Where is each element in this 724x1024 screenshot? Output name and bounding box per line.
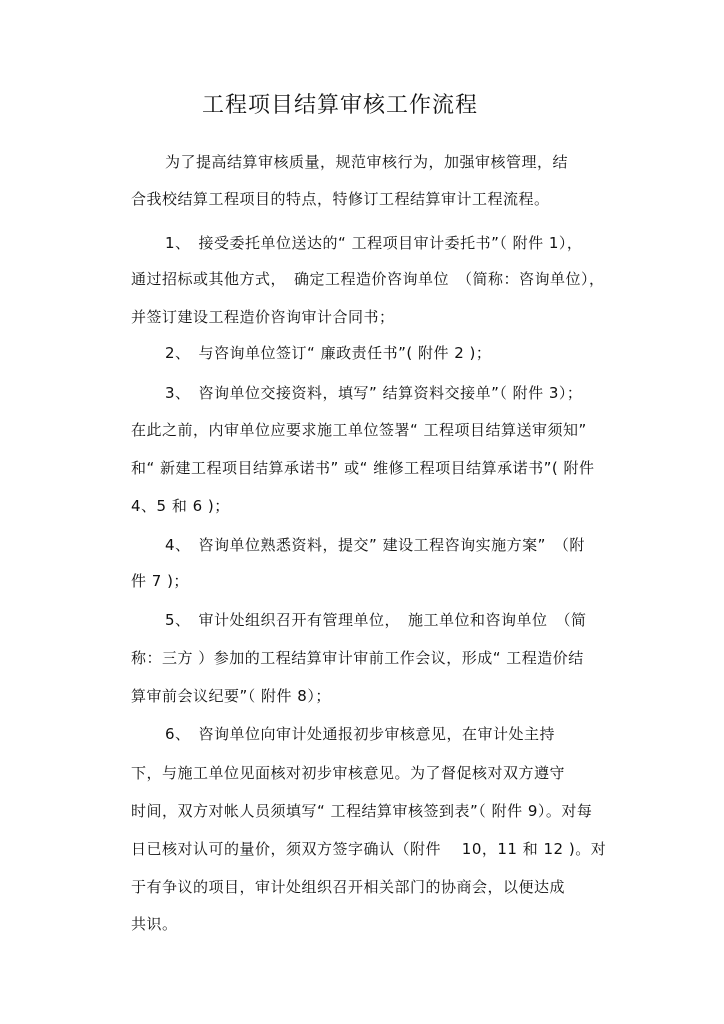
paragraph-line: 合我校结算工程项目的特点，特修订工程结算审计工程流程。: [131, 190, 550, 208]
page-title: 工程项目结算审核工作流程: [202, 93, 479, 118]
paragraph-line: 并签订建设工程造价咨询审计合同书；: [131, 308, 395, 326]
paragraph-line: 算审前会议纪要”（ 附件 8）；: [131, 687, 331, 705]
paragraph-line: 2、 与咨询单位签订“ 廉政责任书”( 附件 2 )；: [165, 344, 492, 362]
paragraph-line: 1、 接受委托单位送达的“ 工程项目审计委托书”（ 附件 1），: [165, 234, 583, 252]
paragraph-line: 件 7 )；: [131, 572, 189, 590]
paragraph-line: 日已核对认可的量价，须双方签字确认（附件 10，11 和 12 )。对: [131, 840, 607, 858]
paragraph-line: 于有争议的项目，审计处组织召开相关部门的协商会，以便达成: [131, 878, 566, 896]
paragraph-line: 共识。: [131, 915, 178, 933]
paragraph-line: 5、 审计处组织召开有管理单位， 施工单位和咨询单位 （简: [165, 611, 587, 629]
paragraph-line: 称：三方 ）参加的工程结算审计审前工作会议，形成“ 工程造价结: [131, 649, 584, 667]
paragraph-line: 6、 咨询单位向审计处通报初步审核意见，在审计处主持: [165, 725, 556, 743]
paragraph-line: 4、 咨询单位熟悉资料，提交” 建设工程咨询实施方案” （附: [165, 536, 585, 554]
paragraph-line: 3、 咨询单位交接资料，填写” 结算资料交接单”（ 附件 3）；: [165, 384, 583, 402]
paragraph-line: 在此之前，内审单位应要求施工单位签署“ 工程项目结算送审须知”: [131, 421, 587, 439]
paragraph-line: 为了提高结算审核质量，规范审核行为，加强审核管理，结: [165, 153, 569, 171]
paragraph-line: 时间，双方对帐人员须填写“ 工程结算审核签到表”（ 附件 9）。对每: [131, 802, 593, 820]
paragraph-line: 和“ 新建工程项目结算承诺书” 或“ 维修工程项目结算承诺书”( 附件: [131, 459, 595, 477]
paragraph-line: 通过招标或其他方式， 确定工程造价咨询单位 （简称：咨询单位），: [131, 270, 605, 288]
paragraph-line: 下，与施工单位见面核对初步审核意见。为了督促核对双方遵守: [131, 764, 566, 782]
paragraph-line: 4、5 和 6 )；: [131, 497, 230, 515]
